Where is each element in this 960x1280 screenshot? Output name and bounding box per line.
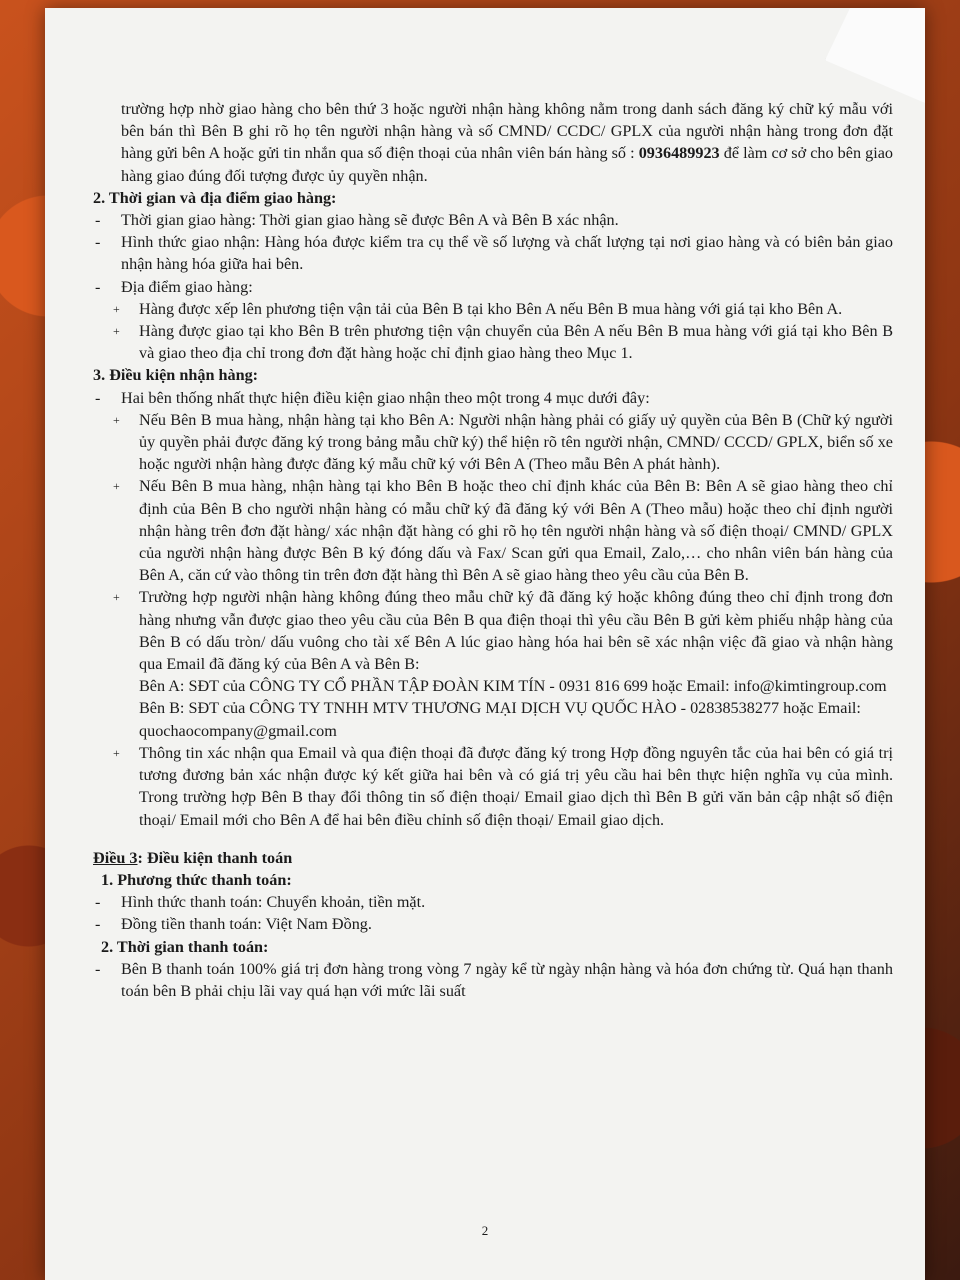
payment-method-form: - Hình thức thanh toán: Chuyển khoản, tiền mặt. xyxy=(93,891,893,913)
section2-sub-warehouse-b: + Hàng được giao tại kho Bên B trên phương tiện vận chuyển của Bên A nếu Bên B mua hàng với giá tại kho Bên B và giao theo địa chỉ trong đơn đặt hàng hoặc chỉ định giao hàng theo Mục 1. xyxy=(93,320,893,364)
document-body xyxy=(93,98,893,1002)
section3-sub-condition-3: + Trường hợp người nhận hàng không đúng theo mẫu chữ ký đã đăng ký hoặc không đúng theo chỉ định trong đơn hàng nhưng vẫn được giao theo yêu cầu của Bên B qua điện thoại thì yêu cầu Bên B gửi kèm phiếu nhập hàng của Bên B có dấu tròn/ dấu vuông cho tài xế Bên A lúc giao hàng hóa hai bên sẽ xác nhận việc đã giao và nhận hàng qua Email đã đăng ký của Bên A và Bên B: xyxy=(93,586,893,675)
payment-method-heading: 1. Phương thức thanh toán: xyxy=(101,870,292,889)
section3-item-agreement: - Hai bên thống nhất thực hiện điều kiện giao nhận theo một trong 4 mục dưới đây: xyxy=(93,387,893,409)
party-b-contact: Bên B: SĐT của CÔNG TY TNHH MTV THƯƠNG MẠI DỊCH VỤ QUỐC HÀO - 02838538277 hoặc Email: quochaocompany@gmail.com xyxy=(139,699,861,740)
section2-item-time: - Thời gian giao hàng: Thời gian giao hàng sẽ được Bên A và Bên B xác nhận. xyxy=(93,209,893,231)
section3-sub-condition-1: + Nếu Bên B mua hàng, nhận hàng tại kho Bên A: Người nhận hàng phải có giấy uỷ quyền của Bên B (Chữ ký người ủy quyền phải được đăng ký trong bảng mẫu chữ ký) thể hiện rõ tên người nhận, CMND/ CCCD/ GPLX, biển số xe hoặc người nhận hàng được đăng ký mẫu chữ ký với Bên A (Theo mẫu Bên A phát hành). xyxy=(93,409,893,476)
corner-paper-scrap xyxy=(825,8,925,103)
payment-currency: - Đồng tiền thanh toán: Việt Nam Đồng. xyxy=(93,913,893,935)
party-a-contact: Bên A: SĐT của CÔNG TY CỔ PHẦN TẬP ĐOÀN KIM TÍN - 0931 816 699 hoặc Email: info@kimtingroup.com xyxy=(139,677,887,696)
section2-item-method: - Hình thức giao nhận: Hàng hóa được kiểm tra cụ thể về số lượng và chất lượng tại nơi giao hàng và có biên bản giao nhận hàng hóa giữa hai bên. xyxy=(93,231,893,275)
section3-heading: 3. Điều kiện nhận hàng: xyxy=(93,366,259,385)
payment-time-heading: 2. Thời gian thanh toán: xyxy=(101,937,269,956)
intro-paragraph: trường hợp nhờ giao hàng cho bên thứ 3 hoặc người nhận hàng không nằm trong danh sách đăng ký chữ ký mẫu với bên bán thì Bên B ghi rõ họ tên người nhận hàng và số CMND/ CCDC/ GPLX của người nhận hàng trong đơn đặt hàng gửi bên A hoặc gửi tin nhắn qua số điện thoại của nhân viên bán hàng số : 0936489923 để làm cơ sở cho bên giao hàng giao đúng đối tượng được ủy quyền nhận. xyxy=(121,100,893,185)
section2-sub-warehouse-a: + Hàng được xếp lên phương tiện vận tải của Bên B tại kho Bên A nếu Bên B mua hàng với giá tại kho Bên A. xyxy=(93,298,893,320)
article3-heading: Điều 3: Điều kiện thanh toán xyxy=(93,848,293,867)
section2-heading: 2. Thời gian và địa điểm giao hàng: xyxy=(93,188,337,207)
section3-sub-condition-4: + Thông tin xác nhận qua Email và qua điện thoại đã được đăng ký trong Hợp đồng nguyên tắc của hai bên có giá trị tương đương bản xác nhận được ký kết giữa hai bên và có giá trị yêu cầu hai bên thực hiện nghĩa vụ của mình. Trong trường hợp Bên B thay đổi thông tin số điện thoại/ Email giao dịch thì Bên B gửi văn bản cập nhật số điện thoại/ Email mới cho Bên A để hai bên điều chỉnh số điện thoại/ Email giao dịch. xyxy=(93,742,893,831)
document-page xyxy=(45,8,925,1280)
section3-sub-condition-2: + Nếu Bên B mua hàng, nhận hàng tại kho Bên B hoặc theo chỉ định khác của Bên B: Bên A sẽ giao hàng theo chỉ định của Bên B cho người nhận hàng có mẫu chữ ký đã đăng ký với Bên A (Theo mẫu) hoặc theo chỉ định người nhận hàng trên đơn đặt hàng/ xác nhận đặt hàng có ghi rõ họ tên người nhận hàng và số điện thoại/ CMND/ GPLX của người nhận hàng được Bên B ký đóng dấu và Fax/ Scan gửi qua Email, Zalo,… cho nhân viên bán hàng của Bên A, căn cứ vào thông tin trên đơn đặt hàng thì Bên A sẽ giao hàng theo yêu cầu của Bên B. xyxy=(93,475,893,586)
page-number: 2 xyxy=(481,1223,489,1238)
section2-item-location: - Địa điểm giao hàng: xyxy=(93,276,893,298)
sales-phone-number: 0936489923 xyxy=(638,144,720,163)
payment-time-item: - Bên B thanh toán 100% giá trị đơn hàng trong vòng 7 ngày kể từ ngày nhận hàng và hóa đơn chứng từ. Quá hạn thanh toán bên B phải chịu lãi vay quá hạn với mức lãi suất xyxy=(93,958,893,1002)
